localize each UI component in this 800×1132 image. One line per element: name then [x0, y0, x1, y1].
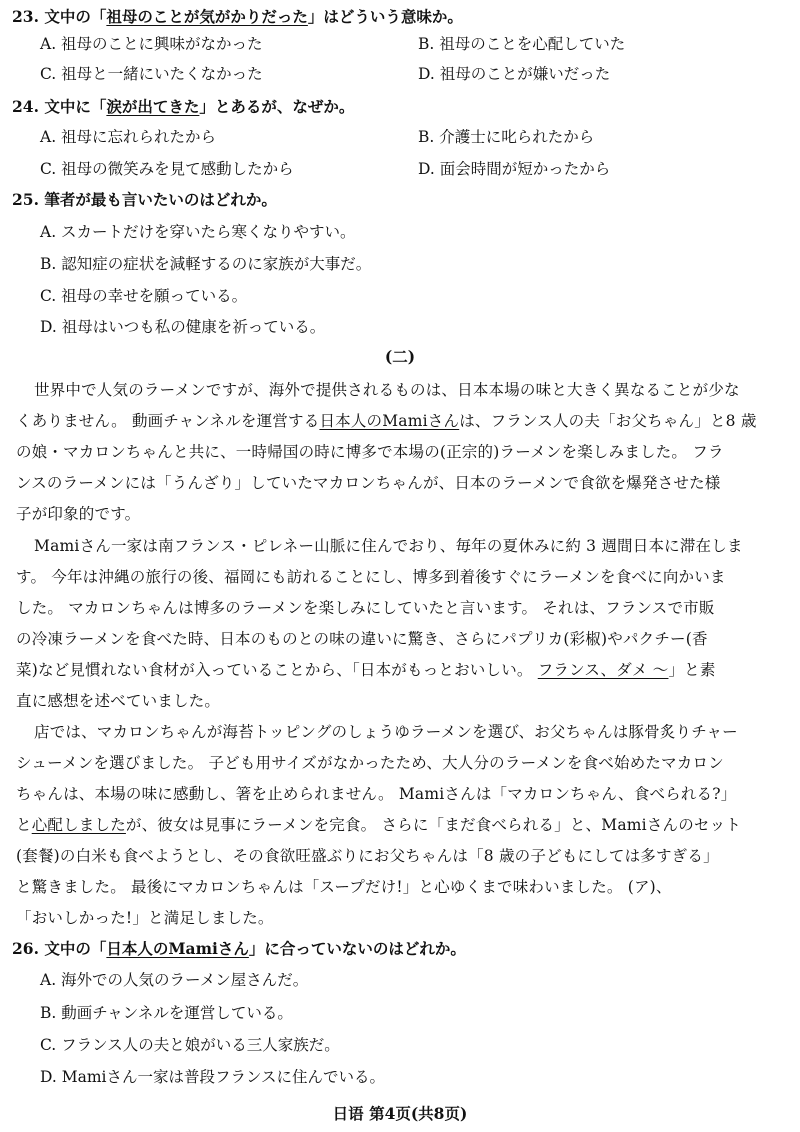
- passage-line: (套餐)の白米も食べようとし、その食欲旺盛ぶりにお父ちゃんは「8 歳の子どもにしては多すぎる」: [16, 847, 719, 865]
- q26-option-c[interactable]: C. フランス人の夫と娘がいる三人家族だ。: [40, 1036, 340, 1054]
- q26-option-b[interactable]: B. 動画チャンネルを運営している。: [40, 1004, 293, 1022]
- passage-text: 菜)など見慣れない食材が入っていることから、「日本がもっとおいしい。: [16, 661, 538, 679]
- passage-line: Mamiさん一家は南フランス・ピレネー山脈に住んでおり、毎年の夏休みに約 3 週間日本に滞在しま: [34, 537, 743, 555]
- q23-stem-underlined: 祖母のことが気がかりだった: [106, 7, 308, 26]
- passage-line: の冷凍ラーメンを食べた時、日本のものとの味の違いに驚き、さらにパプリカ(彩椒)やパクチー(香: [16, 630, 708, 648]
- passage-text: くありません。 動画チャンネルを運営する: [16, 412, 320, 430]
- q24-option-c[interactable]: C. 祖母の微笑みを見て感動したから: [40, 160, 294, 178]
- q26-option-d[interactable]: D. Mamiさん一家は普段フランスに住んでいる。: [40, 1068, 386, 1086]
- section-title: (二): [384, 347, 416, 366]
- passage-line: と驚きました。 最後にマカロンちゃんは「スープだけ!」と心ゆくまで味わいました。 (ア)、: [16, 878, 672, 896]
- passage-line: [16, 660, 784, 680]
- passage-underlined-worried: 心配しました: [31, 816, 126, 834]
- q24-option-d[interactable]: D. 面会時間が短かったから: [418, 160, 611, 178]
- question-24-stem: [12, 97, 354, 117]
- q26-stem-pre: 26. 文中の「: [12, 939, 107, 958]
- question-23-stem: [12, 7, 463, 27]
- passage-line: 子が印象的です。: [16, 505, 141, 523]
- q24-stem-pre: 24. 文中に「: [12, 97, 107, 116]
- q23-option-c[interactable]: C. 祖母と一緒にいたくなかった: [40, 65, 263, 83]
- passage-text: が、彼女は見事にラーメンを完食。 さらに「まだ食べられる」と、Mamiさんのセット: [125, 816, 742, 834]
- passage-line: シューメンを選びました。 子ども用サイズがなかったため、大人分のラーメンを食べ始めたマカロン: [16, 754, 724, 772]
- q24-stem-underlined: 涙が出てきた: [106, 97, 200, 116]
- question-25-stem: 25. 筆者が最も言いたいのはどれか。: [12, 190, 277, 209]
- passage-line: 店では、マカロンちゃんが海苔トッピングのしょうゆラーメンを選び、お父ちゃんは豚骨炙りチャー: [34, 723, 738, 741]
- passage-underlined-mami: 日本人のMamiさん: [319, 412, 460, 430]
- passage-line: 「おいしかった!」と満足しました。: [16, 909, 274, 927]
- q23-option-b[interactable]: B. 祖母のことを心配していた: [418, 35, 626, 53]
- q25-option-c[interactable]: C. 祖母の幸せを願っている。: [40, 287, 248, 305]
- q23-stem-pre: 23. 文中の「: [12, 7, 107, 26]
- passage-text: 」と素: [668, 661, 716, 679]
- passage-text: は、フランス人の夫「お父ちゃん」と8 歳: [459, 412, 757, 430]
- passage-underlined-france: フランス、ダメ ～: [537, 661, 669, 679]
- q24-stem-post: 」とあるが、なぜか。: [199, 97, 355, 116]
- passage-line: 世界中で人気のラーメンですが、海外で提供されるものは、日本本場の味と大きく異なることが少な: [34, 381, 740, 399]
- q23-option-a[interactable]: A. 祖母のことに興味がなかった: [40, 35, 263, 53]
- q26-option-a[interactable]: A. 海外での人気のラーメン屋さんだ。: [40, 971, 309, 989]
- passage-line: 直に感想を述べていました。: [16, 692, 221, 710]
- q26-stem-post: 」に合っていないのはどれか。: [248, 939, 466, 958]
- q23-option-d[interactable]: D. 祖母のことが嫌いだった: [418, 65, 611, 83]
- passage-text: と: [16, 816, 32, 834]
- q24-option-a[interactable]: A. 祖母に忘れられたから: [40, 128, 217, 146]
- q23-stem-post: 」はどういう意味か。: [307, 7, 463, 26]
- passage-line: [16, 815, 784, 835]
- passage-line: [16, 411, 784, 431]
- passage-line: した。 マカロンちゃんは博多のラーメンを楽しみにしていたと言います。 それは、フランスで市販: [16, 599, 715, 617]
- q25-option-b[interactable]: B. 認知症の症状を減軽するのに家族が大事だ。: [40, 255, 372, 273]
- q24-option-b[interactable]: B. 介護士に叱られたから: [418, 128, 595, 146]
- passage-line: の娘・マカロンちゃんと共に、一時帰国の時に博多で本場の(正宗的)ラーメンを楽しみました。 フラ: [16, 443, 724, 461]
- q25-option-d[interactable]: D. 祖母はいつも私の健康を祈っている。: [40, 318, 326, 336]
- q26-stem-underlined: 日本人のMamiさん: [106, 939, 249, 958]
- passage-line: す。 今年は沖縄の旅行の後、福岡にも訪れることにし、博多到着後すぐにラーメンを食べに向かいま: [16, 568, 726, 586]
- q25-option-a[interactable]: A. スカートだけを穿いたら寒くなりやすい。: [40, 223, 356, 241]
- passage-line: ンスのラーメンには「うんざり」していたマカロンちゃんが、日本のラーメンで食欲を爆発させた様: [16, 474, 721, 492]
- page-footer: 日语 第4页(共8页): [332, 1104, 468, 1123]
- question-26-stem: [12, 939, 466, 959]
- passage-line: ちゃんは、本場の味に感動し、箸を止められません。 Mamiさんは「マカロンちゃん、食べられる?」: [16, 785, 737, 803]
